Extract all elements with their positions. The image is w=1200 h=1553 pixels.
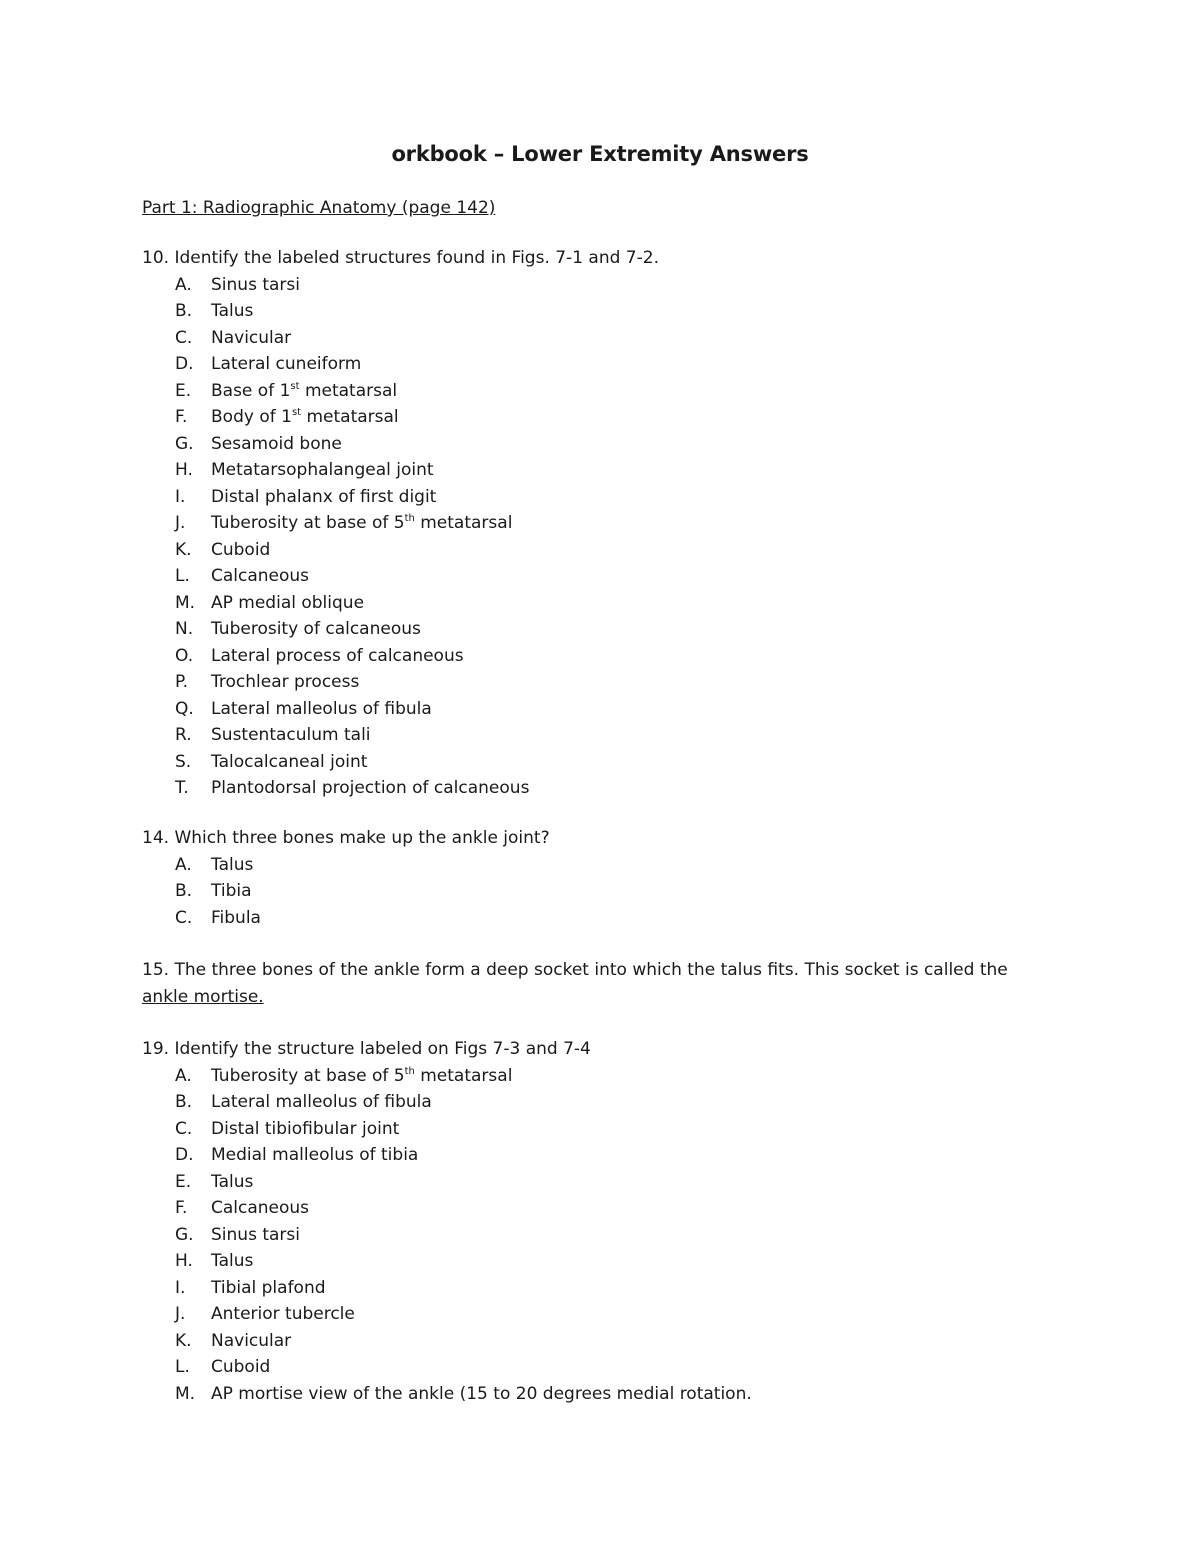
answer-letter: B. [175, 301, 193, 321]
answer-text-continued: metatarsal [414, 1065, 513, 1086]
answer-text: Medial malleolus of tibia [211, 1145, 419, 1165]
answer-text: Tuberosity of calcaneous [211, 619, 421, 639]
answer-item [142, 325, 1042, 352]
answer-item [142, 1063, 1042, 1090]
answer-item [142, 1142, 1042, 1169]
answer-item [142, 298, 1042, 325]
answer-letter: A. [175, 274, 192, 295]
answer-letter: I. [175, 1277, 186, 1298]
answer-item [142, 749, 1042, 776]
answer-text: Cuboid [211, 1357, 271, 1377]
answer-text: Base of 1 [211, 380, 291, 401]
answer-letter: C. [175, 1118, 193, 1139]
question-10 [142, 245, 1042, 802]
answer-item [142, 537, 1042, 564]
answer-item [142, 852, 1042, 879]
answer-text: Anterior tubercle [211, 1304, 355, 1324]
answer-item [142, 1301, 1042, 1328]
answer-letter: H. [175, 460, 193, 480]
answer-text: Metatarsophalangeal joint [211, 460, 434, 480]
answer-text: Cuboid [211, 539, 271, 560]
answer-text: AP mortise view of the ankle (15 to 20 degrees medial rotation. [211, 1383, 752, 1404]
answer-letter: Q. [175, 698, 194, 719]
question-15-text: 15. The three bones of the ankle form a deep socket into which the talus fits. This socket is called the [142, 960, 1008, 980]
answer-item [142, 1354, 1042, 1381]
answer-text: Talus [211, 301, 254, 321]
answer-text: Body of 1 [211, 407, 292, 427]
answer-ordinal-suffix: st [291, 407, 302, 418]
answer-letter: J. [175, 1304, 186, 1324]
answer-item [142, 510, 1042, 537]
answer-letter: L. [175, 1357, 190, 1377]
answer-letter: A. [175, 1065, 192, 1086]
answer-text-continued: metatarsal [301, 407, 399, 427]
answer-text: Tibial plafond [211, 1277, 326, 1298]
answer-text: Talocalcaneal joint [211, 751, 368, 772]
answer-text: Sustentaculum tali [211, 725, 371, 745]
part-heading: Part 1: Radiographic Anatomy (page 142) [142, 198, 496, 218]
answer-item [142, 1222, 1042, 1249]
answer-text: Lateral process of calcaneous [211, 645, 464, 666]
question-14 [142, 825, 1042, 931]
answer-item [142, 378, 1042, 405]
answer-letter: F. [175, 1198, 188, 1218]
answer-item [142, 563, 1042, 590]
answer-letter: G. [175, 1224, 194, 1245]
answer-item [142, 669, 1042, 696]
answer-text: Tibia [211, 881, 252, 901]
answer-item [142, 484, 1042, 511]
answer-item [142, 431, 1042, 458]
answer-letter: H. [175, 1251, 193, 1271]
answer-text: Talus [211, 854, 254, 875]
answer-item [142, 643, 1042, 670]
answer-letter: G. [175, 433, 194, 454]
answer-item [142, 351, 1042, 378]
answer-item [142, 1275, 1042, 1302]
answer-text: Lateral malleolus of fibula [211, 698, 432, 719]
answer-item [142, 1116, 1042, 1143]
answer-text: Tuberosity at base of 5 [211, 1065, 405, 1086]
answer-item [142, 616, 1042, 643]
answer-letter: E. [175, 380, 192, 401]
answer-ordinal-suffix: st [290, 380, 300, 392]
answer-letter: A. [175, 854, 192, 875]
answer-item [142, 1089, 1042, 1116]
answer-item [142, 722, 1042, 749]
answer-letter: B. [175, 881, 193, 901]
answer-item [142, 1169, 1042, 1196]
answer-letter: B. [175, 1092, 193, 1112]
answer-letter: J. [175, 513, 186, 533]
answer-text: Plantodorsal projection of calcaneous [211, 778, 530, 798]
answer-letter: F. [175, 407, 188, 427]
answer-text: Trochlear process [211, 672, 360, 692]
question-14-answers [142, 852, 1042, 932]
answer-item [142, 1328, 1042, 1355]
question-19 [142, 1036, 1042, 1407]
answer-letter: D. [175, 354, 194, 374]
answer-letter: I. [175, 486, 186, 507]
answer-text: Distal phalanx of first digit [211, 486, 437, 507]
answer-text: Fibula [211, 907, 261, 928]
answer-letter: K. [175, 539, 192, 560]
answer-text-continued: metatarsal [299, 380, 398, 401]
question-10-text: 10. Identify the labeled structures found in Figs. 7-1 and 7-2. [142, 248, 659, 268]
answer-letter: D. [175, 1145, 194, 1165]
answer-letter: C. [175, 907, 193, 928]
answer-letter: R. [175, 725, 192, 745]
answer-text: Navicular [211, 327, 292, 348]
answer-letter: M. [175, 592, 196, 613]
question-15 [142, 957, 1042, 1010]
answer-text: Lateral cuneiform [211, 354, 362, 374]
answer-text: Lateral malleolus of fibula [211, 1092, 432, 1112]
answer-letter: C. [175, 327, 193, 348]
answer-letter: N. [175, 619, 194, 639]
answer-letter: P. [175, 672, 189, 692]
answer-letter: K. [175, 1330, 192, 1351]
question-19-text: 19. Identify the structure labeled on Figs 7-3 and 7-4 [142, 1039, 591, 1059]
answer-text: Sinus tarsi [211, 1224, 300, 1245]
answer-item [142, 696, 1042, 723]
answer-item [142, 878, 1042, 905]
answer-letter: S. [175, 751, 192, 772]
answer-item [142, 1248, 1042, 1275]
answer-text: Sinus tarsi [211, 274, 300, 295]
answer-text-continued: metatarsal [414, 513, 513, 533]
answer-item [142, 1195, 1042, 1222]
answer-text: Calcaneous [211, 1198, 310, 1218]
answer-ordinal-suffix: th [404, 513, 415, 524]
answer-text: Calcaneous [211, 566, 310, 586]
answer-text: Navicular [211, 1330, 292, 1351]
answer-text: AP medial oblique [211, 592, 365, 613]
answer-item [142, 590, 1042, 617]
question-14-text: 14. Which three bones make up the ankle joint? [142, 828, 550, 848]
answer-item [142, 404, 1042, 431]
answer-text: Talus [211, 1171, 254, 1192]
answer-ordinal-suffix: th [404, 1065, 415, 1077]
answer-letter: E. [175, 1171, 192, 1192]
answer-letter: T. [175, 778, 189, 798]
answer-item [142, 905, 1042, 932]
answer-item [142, 457, 1042, 484]
answer-item [142, 272, 1042, 299]
answer-letter: L. [175, 566, 190, 586]
answer-letter: M. [175, 1383, 196, 1404]
answer-item [142, 775, 1042, 802]
question-19-answers [142, 1063, 1042, 1408]
answer-text: Sesamoid bone [211, 433, 342, 454]
question-15-answer: ankle mortise. [142, 986, 264, 1007]
question-10-answers [142, 272, 1042, 802]
document-title: orkbook – Lower Extremity Answers [391, 142, 809, 166]
answer-text: Tuberosity at base of 5 [211, 513, 405, 533]
answer-text: Talus [211, 1251, 254, 1271]
answer-text: Distal tibiofibular joint [211, 1118, 400, 1139]
answer-item [142, 1381, 1042, 1408]
answer-letter: O. [175, 645, 194, 666]
